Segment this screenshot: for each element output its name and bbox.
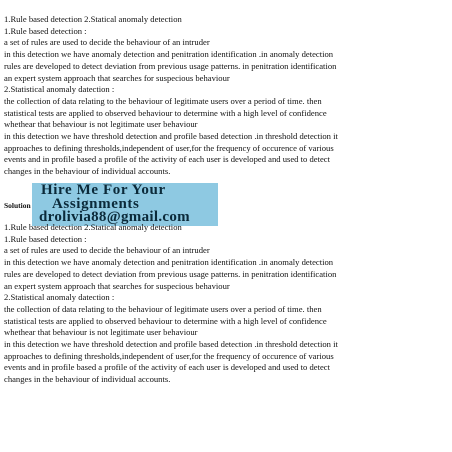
text-line: events and in profile based a profile of the activity of each user is developed and used to detect	[4, 154, 330, 165]
text-line: the collection of data relating to the behaviour of legitimate users over a period of time. then	[4, 95, 322, 106]
text-line: 2.Statistical anomaly datection :	[4, 292, 115, 303]
text-line: 1.Rule based detection 2.Statical anomaly detection	[4, 222, 182, 232]
text-line: in this detection we have anomaly detection and penitration identification .in anomaly detection	[4, 49, 334, 60]
text-line: the collection of data relating to the behaviour of legitimate users over a period of time. then	[4, 303, 322, 314]
text-line: 1.Rule based detection :	[4, 25, 87, 36]
text-line: an expert system approach that searches for suspecious behaviour	[4, 72, 230, 83]
text-line: rules are developed to detect deviation from previous usage patterns. in penitration identification	[4, 268, 337, 279]
text-line: in this detection we have threshold detection and profile based detection .in threshold detection it	[4, 131, 338, 142]
text-line: approaches to defining thresholds,independent of user,for the frequency of occurence of various	[4, 142, 334, 153]
text-line: whethear that behaviour is not legitimate user behaviour	[4, 119, 198, 130]
banner-heading: Hire Me For Your	[41, 182, 166, 198]
solution-label: Solution	[4, 201, 31, 210]
text-line: in this detection we have anomaly detection and penitration identification .in anomaly detection	[4, 257, 334, 268]
banner-email: drolivia88@gmail.com	[39, 209, 190, 225]
text-line: in this detection we have threshold detection and profile based detection .in threshold detection it	[4, 339, 338, 350]
text-line: approaches to defining thresholds,independent of user,for the frequency of occurence of various	[4, 350, 334, 361]
text-line: events and in profile based a profile of the activity of each user is developed and used to detect	[4, 362, 330, 373]
text-line: rules are developed to detect deviation from previous usage patterns. in penitration identification	[4, 60, 337, 71]
text-line: 1.Rule based detection :	[4, 233, 87, 244]
text-line: 2.Statistical anomaly datection :	[4, 84, 115, 95]
text-line: statistical tests are applied to observed behaviour to determine with a high level of confidence	[4, 315, 327, 326]
document-text-bottom	[4, 222, 338, 386]
banner-subheading: Assignments	[52, 196, 140, 212]
text-line: changes in the behaviour of individual accounts.	[4, 374, 171, 385]
text-line: an expert system approach that searches for suspecious behaviour	[4, 280, 230, 291]
text-line: a set of rules are used to decide the behaviour of an intruder	[4, 245, 210, 256]
text-line: a set of rules are used to decide the behaviour of an intruder	[4, 37, 210, 48]
text-line: 1.Rule based detection 2.Statical anomaly detection	[4, 14, 182, 24]
text-line: statistical tests are applied to observed behaviour to determine with a high level of confidence	[4, 107, 327, 118]
text-line: whethear that behaviour is not legitimate user behaviour	[4, 327, 198, 338]
document-text-top	[4, 14, 338, 178]
text-line: changes in the behaviour of individual accounts.	[4, 166, 171, 177]
